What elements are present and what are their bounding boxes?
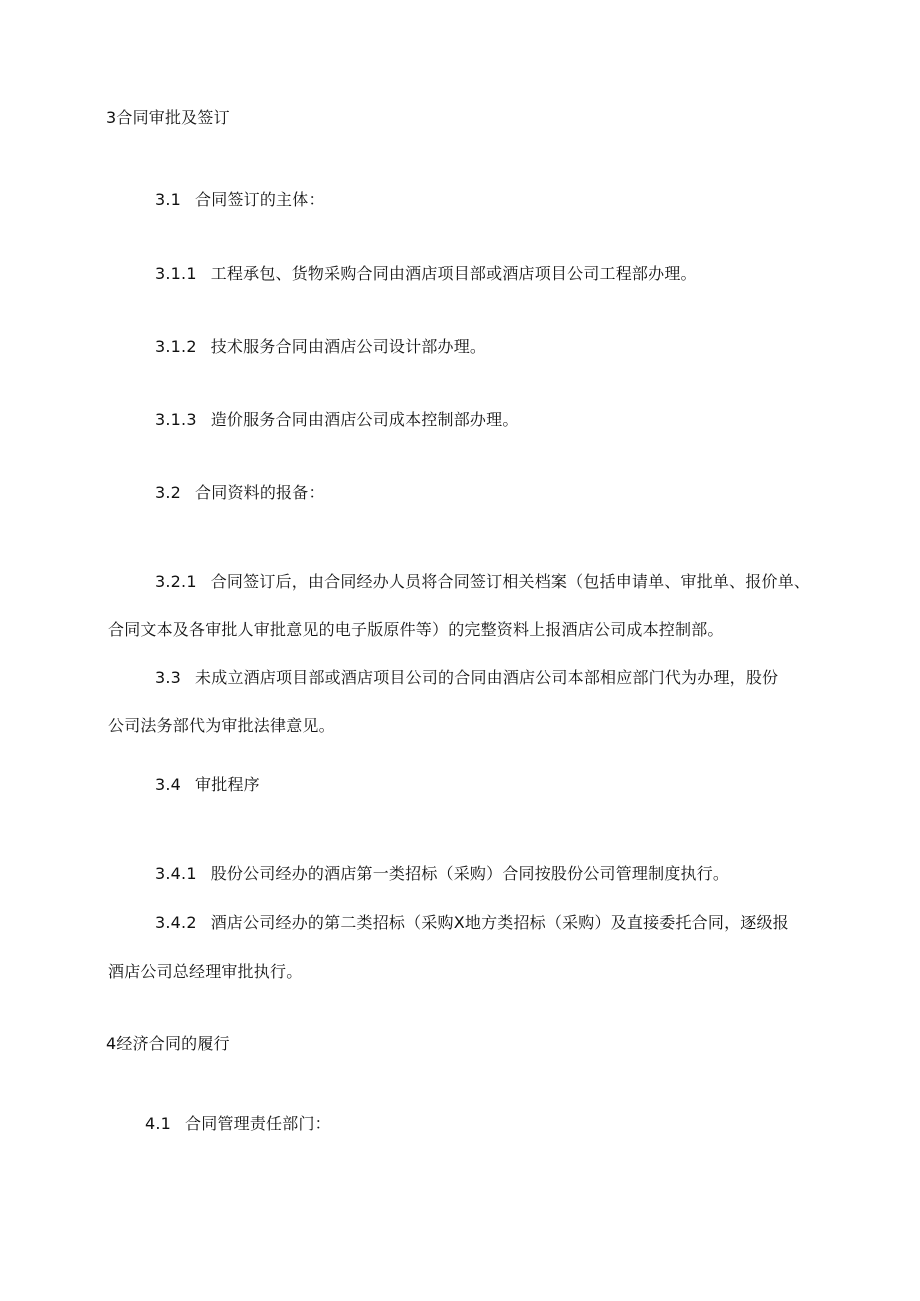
clause-text: 合同资料的报备：: [195, 483, 325, 502]
clause-text: 合同签订的主体：: [195, 190, 325, 209]
section-heading-4: [106, 1034, 230, 1054]
clause-text: 工程承包、货物采购合同由酒店项目部或酒店项目公司工程部办理。: [210, 264, 697, 283]
clause-text: 酒店公司经办的第二类招标（采购X地方类招标（采购）及直接委托合同，逐级报: [210, 913, 789, 932]
clause-3-3: [155, 668, 778, 688]
clause-3-4-2: [155, 913, 789, 933]
clause-number: 4.1: [145, 1114, 172, 1133]
clause-text: 未成立酒店项目部或酒店项目公司的合同由酒店公司本部相应部门代为办理，股份: [195, 668, 779, 687]
clause-3-1-2: [155, 337, 486, 357]
heading-text: 3合同审批及签订: [106, 108, 230, 127]
clause-3-3-continuation: [108, 716, 335, 736]
clause-3-1-1: [155, 264, 697, 284]
clause-3-1: [155, 190, 325, 210]
clause-4-1: [145, 1114, 331, 1134]
clause-3-2-1: [155, 572, 810, 592]
clause-3-1-3: [155, 410, 519, 430]
clause-number: 3.1: [155, 190, 182, 209]
clause-3-4: [155, 775, 260, 795]
clause-number: 3.1.3: [155, 410, 197, 429]
clause-number: 3.1.1: [155, 264, 197, 283]
clause-number: 3.2.1: [155, 572, 197, 591]
section-heading-3: [106, 108, 230, 128]
clause-text: 合同签订后，由合同经办人员将合同签订相关档案（包括申请单、审批单、报价单、: [210, 572, 811, 591]
clause-text: 技术服务合同由酒店公司设计部办理。: [210, 337, 487, 356]
clause-number: 3.1.2: [155, 337, 197, 356]
clause-text: 审批程序: [195, 775, 260, 794]
clause-3-4-2-continuation: [108, 962, 302, 982]
clause-text: 造价服务合同由酒店公司成本控制部办理。: [210, 410, 519, 429]
clause-3-2-1-continuation: [108, 620, 724, 640]
clause-number: 3.4.2: [155, 913, 197, 932]
clause-number: 3.4.1: [155, 864, 197, 883]
clause-3-2: [155, 483, 325, 503]
clause-3-4-1: [155, 864, 729, 884]
clause-text: 股份公司经办的酒店第一类招标（采购）合同按股份公司管理制度执行。: [210, 864, 730, 883]
heading-text: 4经济合同的履行: [106, 1034, 230, 1053]
clause-text-continued: 酒店公司总经理审批执行。: [108, 962, 303, 981]
clause-text-continued: 合同文本及各审批人审批意见的电子版原件等）的完整资料上报酒店公司成本控制部。: [108, 620, 724, 639]
clause-number: 3.4: [155, 775, 182, 794]
clause-text: 合同管理责任部门：: [185, 1114, 331, 1133]
clause-number: 3.2: [155, 483, 182, 502]
clause-text-continued: 公司法务部代为审批法律意见。: [108, 716, 335, 735]
clause-number: 3.3: [155, 668, 182, 687]
